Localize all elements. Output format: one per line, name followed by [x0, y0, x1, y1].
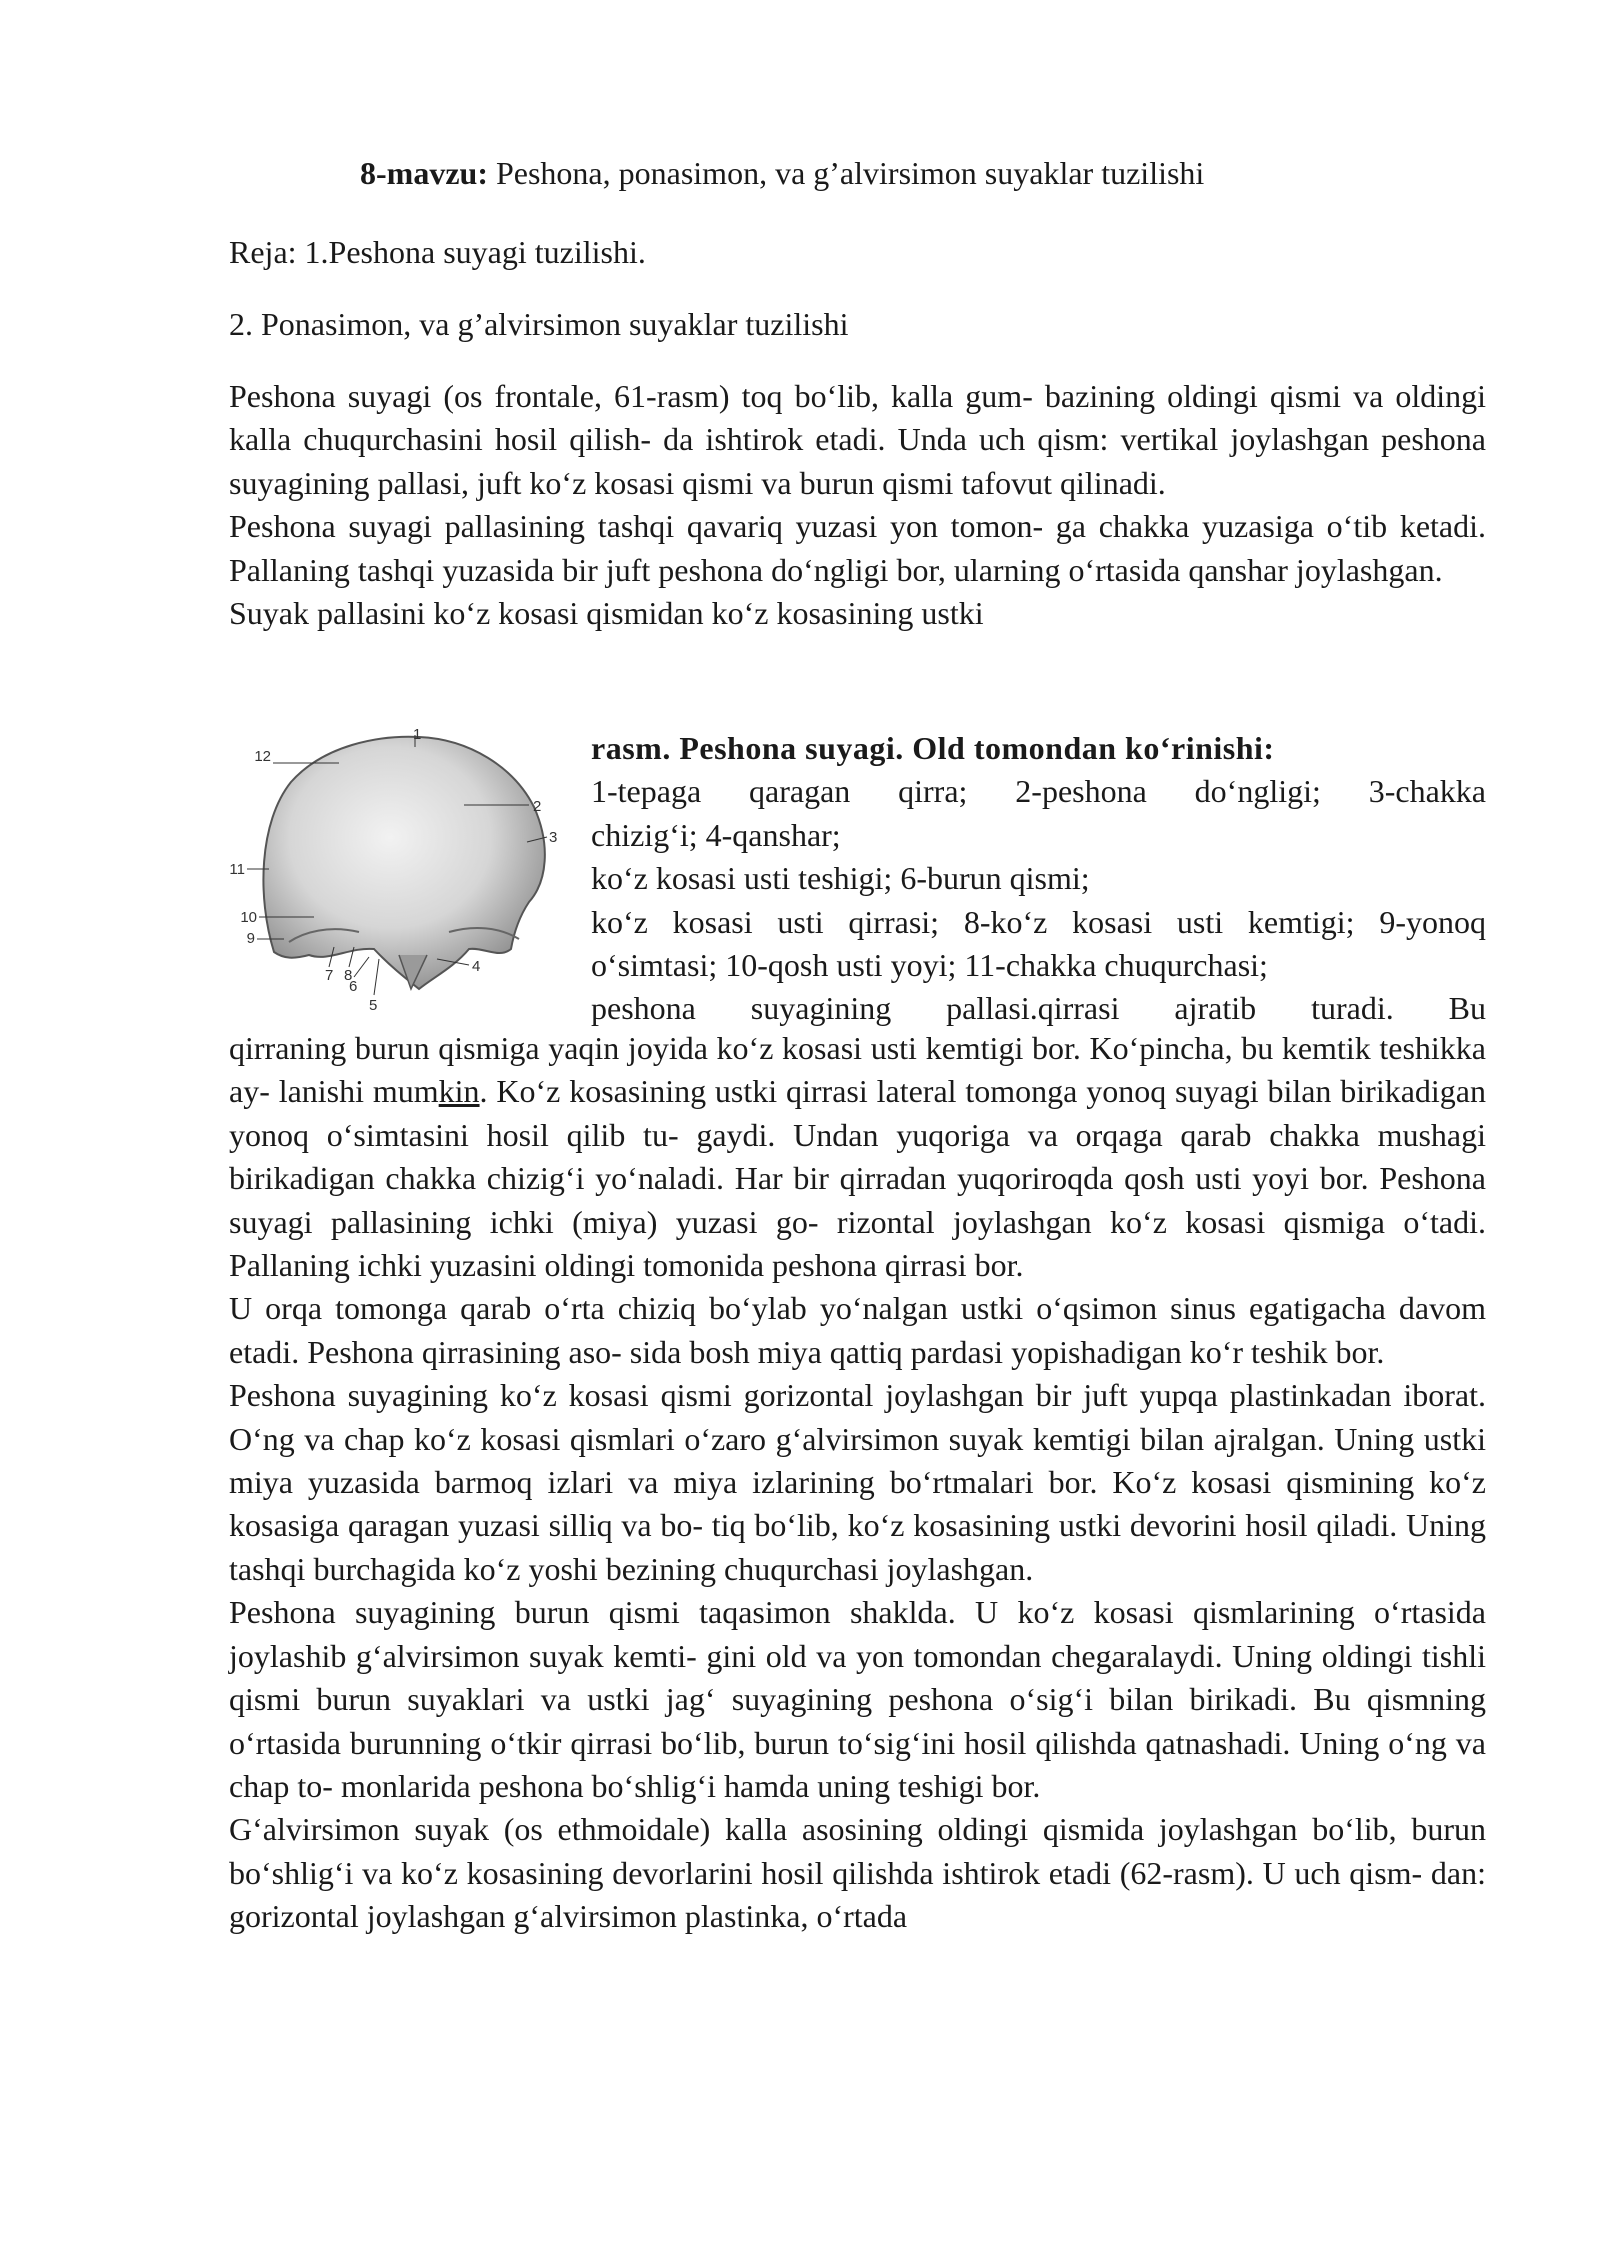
topic-title: Peshona, ponasimon, va g’alvirsimon suyaklar tuzilishi	[487, 155, 1205, 191]
paragraph	[229, 1027, 1486, 1287]
underlined-word: kin	[438, 1073, 480, 1110]
callout-label: 4	[472, 958, 481, 975]
caption-line: peshona suyagining pallasi.qirrasi ajratib turadi. Bu	[591, 990, 1486, 1027]
paragraph: Peshona suyagining burun qismi taqasimon shakldа. U ko‘z kosasi qismlarining o‘rtasida joylashib g‘alvirsimon suyak kemti- gini old va yon tomondan chegaralaydi. Uning oldingi tishli qismi burun suyaklari va ustki jag‘ suyagining peshona o‘sig‘i bilan birikadi. Bu qismning o‘rtasida burunning o‘tkir qirrasi bo‘lib, burun to‘sig‘ini hosil qilishda qatnashadi. Uning o‘ng va chap to- monlarida peshona bo‘shlig‘i hamda uning teshigi bor.	[229, 1594, 1486, 1804]
paragraph: Peshona suyagi pallasining tashqi qavariq yuzasi yon tomon- ga chakka yuzasiga o‘tib ketadi. Pallaning tashqi yuzasida bir juft peshona do‘ngligi bor, ularning o‘rtasida qanshar joylashgan.	[229, 508, 1486, 588]
body-text-top	[229, 375, 1486, 635]
callout-label: 10	[240, 909, 257, 926]
callout-label: 12	[254, 748, 271, 765]
callout-label: 8	[344, 967, 353, 984]
callout-label: 6	[349, 978, 358, 995]
plan-line-2: 2. Ponasimon, va g’alvirsimon suyaklar tuzilishi	[229, 306, 849, 342]
caption-line: chizig‘i; 4-qanshar;	[591, 816, 841, 853]
caption-title: rasm. Peshona suyagi. Old tomondan ko‘rinishi:	[591, 730, 1275, 766]
page-title	[360, 152, 1510, 195]
figure-block	[229, 727, 1486, 1027]
callout-label: 7	[325, 967, 334, 984]
callout-label: 5	[369, 997, 378, 1014]
caption-line: ko‘z kosasi usti teshigi; 6-burun qismi;	[591, 860, 1090, 897]
caption-line: ko‘z kosasi usti qirrasi; 8-ko‘z kosasi usti kemtigi; 9-yonoq	[591, 903, 1486, 940]
caption-line: 1-tepaga qaragan qirra; 2-peshona do‘ngligi; 3-chakka	[591, 773, 1486, 810]
caption-line: o‘simtasi; 10-qosh usti yoyi; 11-chakka chuqurchasi;	[591, 947, 1268, 984]
topic-number: 8-mavzu:	[360, 155, 488, 191]
callout-label: 3	[549, 829, 558, 846]
frontal-bone-illustration	[229, 727, 584, 1017]
paragraph: U orqa tomonga qarab o‘rta chiziq bo‘ylab yo‘nalgan ustki o‘qsimon sinus egatigacha davom etadi. Peshona qirrasining aso- sida bosh miya qattiq pardasi yopishadigan ko‘r teshik bor.	[229, 1290, 1486, 1370]
body-text-bottom	[229, 1027, 1486, 1939]
paragraph: Suyak pallasini ko‘z kosasi qismidan ko‘z kosasining ustki	[229, 595, 984, 632]
callout-label: 9	[246, 930, 255, 947]
paragraph: Peshona suyagi (os frontale, 61-rasm) toq bo‘lib, kalla gum- bazining oldingi qismi va oldingi kalla chuqurchasini hosil qilish- da ishtirok etadi. Unda uch qism: vertikal joylashgan peshona suyagining pallasi, juft ko‘z kosasi qismi va burun qismi tafovut qilinadi.	[229, 378, 1486, 501]
paragraph-text: qirraning burun qismiga yaqin joyida ko‘z kosasi usti kemtigi bor. Ko‘pincha, bu kemtik teshikka ay- lanishi mum	[229, 1030, 1486, 1110]
callout-label: 2	[533, 798, 542, 815]
callout-label: 1	[413, 727, 422, 743]
paragraph-text: . Ko‘z kosasining ustki qirrasi lateral tomonga yonoq suyagi bilan birikadigan yonoq o‘simtasini hosil qilib tu- gaydi. Undan yuqoriga va orqaga qarab chakka mushagi birikadigan chakka chizig‘i yo‘naladi. Har bir qirradan yuqoriroqda qosh usti yoyi bor. Peshona suyagi pallasining ichki (miya) yuzasi go- rizontal joylashgan ko‘z kosasi qismiga o‘tadi. Pallaning ichki yuzasini oldingi tomonida peshona qirrasi bor.	[229, 1073, 1487, 1284]
frontal-bone-shape	[263, 737, 544, 989]
callout-label: 11	[229, 861, 245, 878]
paragraph: Peshona suyagining ko‘z kosasi qismi gorizontal joylashgan bir juft yupqa plastinkadan iborat. O‘ng va chap ko‘z kosasi qismlari o‘zaro g‘alvirsimon suyak kemtigi bilan ajralgan. Uning ustki miya yuzasida barmoq izlari va miya izlarining bo‘rtmalari bor. Ko‘z kosasi qismining ko‘z kosasiga qaragan yuzasi silliq va bo- tiq bo‘lib, ko‘z kosasining ustki devorini hosil qiladi. Uning tashqi burchagida ko‘z yoshi bezining chuqurchasi joylashgan.	[229, 1377, 1486, 1587]
figure-caption	[591, 727, 1486, 1031]
paragraph: G‘alvirsimon suyak (os ethmoidale) kalla asosining oldingi qismida joylashgan bo‘lib, burun bo‘shlig‘i va ko‘z kosasining devorlarini hosil qilishda ishtirok etadi (62-rasm). U uch qism- dan: gorizontal joylashgan g‘alvirsimon plastinka, o‘rtada	[229, 1811, 1486, 1935]
plan-line-1: Reja: 1.Peshona suyagi tuzilishi.	[229, 234, 646, 270]
